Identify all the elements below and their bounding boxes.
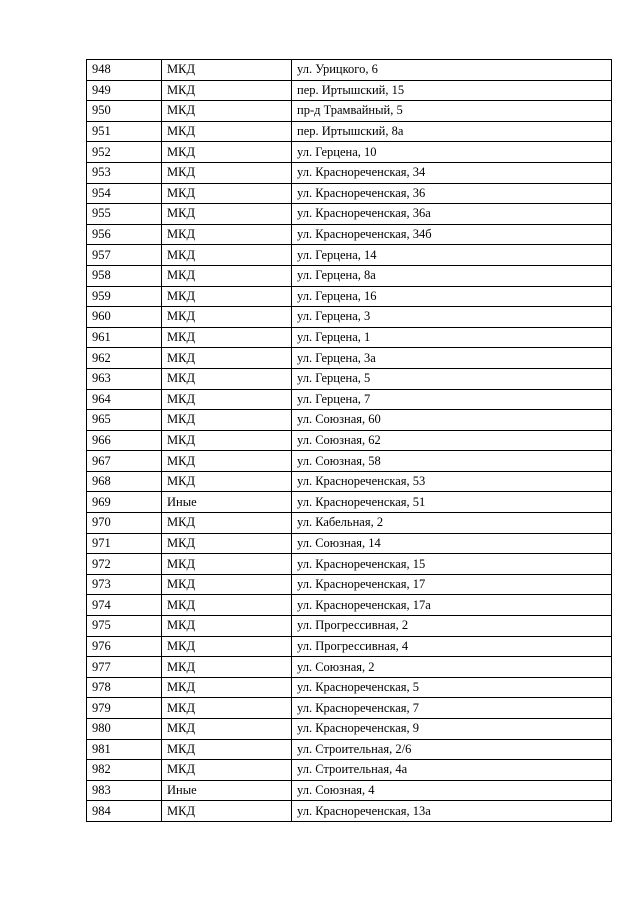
table-row <box>87 60 612 81</box>
table-row <box>87 719 612 740</box>
table-row <box>87 142 612 163</box>
table-row <box>87 698 612 719</box>
object-type-cell: МКД <box>162 533 292 554</box>
row-number-cell: 982 <box>87 760 162 781</box>
object-type-cell: МКД <box>162 471 292 492</box>
row-number-cell: 976 <box>87 636 162 657</box>
table-row <box>87 224 612 245</box>
object-type-cell: МКД <box>162 327 292 348</box>
object-type-cell: МКД <box>162 80 292 101</box>
address-cell: ул. Союзная, 14 <box>292 533 612 554</box>
object-type-cell: МКД <box>162 801 292 822</box>
table-row <box>87 245 612 266</box>
row-number-cell: 967 <box>87 451 162 472</box>
object-type-cell: МКД <box>162 245 292 266</box>
table-row <box>87 101 612 122</box>
address-cell: пр-д Трамвайный, 5 <box>292 101 612 122</box>
row-number-cell: 960 <box>87 307 162 328</box>
address-cell: ул. Герцена, 14 <box>292 245 612 266</box>
table-row <box>87 595 612 616</box>
table-row <box>87 183 612 204</box>
object-type-cell: МКД <box>162 739 292 760</box>
row-number-cell: 963 <box>87 368 162 389</box>
table-row <box>87 204 612 225</box>
object-type-cell: МКД <box>162 348 292 369</box>
address-cell: ул. Кабельная, 2 <box>292 513 612 534</box>
address-cell: ул. Герцена, 3 <box>292 307 612 328</box>
table-row <box>87 121 612 142</box>
row-number-cell: 968 <box>87 471 162 492</box>
row-number-cell: 952 <box>87 142 162 163</box>
object-type-cell: МКД <box>162 698 292 719</box>
row-number-cell: 948 <box>87 60 162 81</box>
row-number-cell: 969 <box>87 492 162 513</box>
address-cell: ул. Краснореченская, 34б <box>292 224 612 245</box>
row-number-cell: 979 <box>87 698 162 719</box>
object-type-cell: МКД <box>162 121 292 142</box>
object-type-cell: МКД <box>162 574 292 595</box>
row-number-cell: 955 <box>87 204 162 225</box>
table-row <box>87 471 612 492</box>
object-type-cell: МКД <box>162 616 292 637</box>
row-number-cell: 973 <box>87 574 162 595</box>
address-cell: ул. Краснореченская, 15 <box>292 554 612 575</box>
row-number-cell: 958 <box>87 265 162 286</box>
address-cell: ул. Краснореченская, 9 <box>292 719 612 740</box>
row-number-cell: 964 <box>87 389 162 410</box>
object-type-cell: МКД <box>162 410 292 431</box>
object-type-cell: МКД <box>162 162 292 183</box>
table-row <box>87 389 612 410</box>
object-type-cell: МКД <box>162 657 292 678</box>
object-type-cell: МКД <box>162 430 292 451</box>
table-row <box>87 492 612 513</box>
row-number-cell: 983 <box>87 780 162 801</box>
address-cell: ул. Герцена, 16 <box>292 286 612 307</box>
row-number-cell: 984 <box>87 801 162 822</box>
row-number-cell: 970 <box>87 513 162 534</box>
table-row <box>87 327 612 348</box>
row-number-cell: 972 <box>87 554 162 575</box>
address-cell: ул. Краснореченская, 5 <box>292 677 612 698</box>
object-type-cell: МКД <box>162 224 292 245</box>
object-type-cell: Иные <box>162 492 292 513</box>
address-cell: ул. Краснореченская, 7 <box>292 698 612 719</box>
address-cell: пер. Иртышский, 15 <box>292 80 612 101</box>
object-type-cell: МКД <box>162 204 292 225</box>
address-cell: ул. Герцена, 7 <box>292 389 612 410</box>
address-cell: ул. Краснореченская, 36а <box>292 204 612 225</box>
row-number-cell: 950 <box>87 101 162 122</box>
object-type-cell: МКД <box>162 101 292 122</box>
object-type-cell: МКД <box>162 389 292 410</box>
object-type-cell: МКД <box>162 760 292 781</box>
row-number-cell: 954 <box>87 183 162 204</box>
row-number-cell: 974 <box>87 595 162 616</box>
object-type-cell: МКД <box>162 636 292 657</box>
address-cell: ул. Краснореченская, 17 <box>292 574 612 595</box>
address-cell: пер. Иртышский, 8а <box>292 121 612 142</box>
address-cell: ул. Прогрессивная, 2 <box>292 616 612 637</box>
table-row <box>87 801 612 822</box>
row-number-cell: 959 <box>87 286 162 307</box>
row-number-cell: 965 <box>87 410 162 431</box>
object-type-cell: МКД <box>162 595 292 616</box>
table-row <box>87 616 612 637</box>
address-cell: ул. Союзная, 4 <box>292 780 612 801</box>
address-cell: ул. Краснореченская, 17а <box>292 595 612 616</box>
address-cell: ул. Прогрессивная, 4 <box>292 636 612 657</box>
row-number-cell: 978 <box>87 677 162 698</box>
table-row <box>87 554 612 575</box>
address-cell: ул. Краснореченская, 51 <box>292 492 612 513</box>
address-cell: ул. Герцена, 5 <box>292 368 612 389</box>
table-row <box>87 677 612 698</box>
table-row <box>87 574 612 595</box>
row-number-cell: 977 <box>87 657 162 678</box>
row-number-cell: 956 <box>87 224 162 245</box>
object-type-cell: МКД <box>162 60 292 81</box>
row-number-cell: 975 <box>87 616 162 637</box>
address-cell: ул. Герцена, 8а <box>292 265 612 286</box>
row-number-cell: 953 <box>87 162 162 183</box>
address-cell: ул. Урицкого, 6 <box>292 60 612 81</box>
table-row <box>87 513 612 534</box>
object-type-cell: МКД <box>162 286 292 307</box>
table-row <box>87 348 612 369</box>
address-cell: ул. Строительная, 2/6 <box>292 739 612 760</box>
address-cell: ул. Союзная, 2 <box>292 657 612 678</box>
table-row <box>87 307 612 328</box>
object-type-cell: МКД <box>162 183 292 204</box>
address-cell: ул. Герцена, 1 <box>292 327 612 348</box>
row-number-cell: 957 <box>87 245 162 266</box>
row-number-cell: 980 <box>87 719 162 740</box>
object-type-cell: Иные <box>162 780 292 801</box>
table-row <box>87 760 612 781</box>
address-cell: ул. Герцена, 10 <box>292 142 612 163</box>
object-type-cell: МКД <box>162 451 292 472</box>
row-number-cell: 966 <box>87 430 162 451</box>
table-row <box>87 780 612 801</box>
object-type-cell: МКД <box>162 677 292 698</box>
address-cell: ул. Краснореченская, 34 <box>292 162 612 183</box>
object-type-cell: МКД <box>162 554 292 575</box>
address-cell: ул. Союзная, 58 <box>292 451 612 472</box>
object-type-cell: МКД <box>162 142 292 163</box>
row-number-cell: 962 <box>87 348 162 369</box>
table-row <box>87 739 612 760</box>
row-number-cell: 951 <box>87 121 162 142</box>
row-number-cell: 981 <box>87 739 162 760</box>
table-row <box>87 533 612 554</box>
address-cell: ул. Краснореченская, 13а <box>292 801 612 822</box>
table-row <box>87 286 612 307</box>
table-row <box>87 368 612 389</box>
row-number-cell: 961 <box>87 327 162 348</box>
table-body <box>87 60 612 822</box>
address-cell: ул. Союзная, 60 <box>292 410 612 431</box>
object-type-cell: МКД <box>162 368 292 389</box>
address-cell: ул. Строительная, 4а <box>292 760 612 781</box>
table-row <box>87 636 612 657</box>
table-row <box>87 657 612 678</box>
table-row <box>87 80 612 101</box>
object-type-cell: МКД <box>162 265 292 286</box>
table-row <box>87 162 612 183</box>
object-type-cell: МКД <box>162 307 292 328</box>
address-cell: ул. Краснореченская, 53 <box>292 471 612 492</box>
address-cell: ул. Краснореченская, 36 <box>292 183 612 204</box>
row-number-cell: 971 <box>87 533 162 554</box>
address-cell: ул. Герцена, 3а <box>292 348 612 369</box>
table-row <box>87 451 612 472</box>
address-cell: ул. Союзная, 62 <box>292 430 612 451</box>
object-type-cell: МКД <box>162 513 292 534</box>
table-row <box>87 265 612 286</box>
table-row <box>87 410 612 431</box>
object-type-cell: МКД <box>162 719 292 740</box>
address-register-table <box>86 59 612 822</box>
table-row <box>87 430 612 451</box>
row-number-cell: 949 <box>87 80 162 101</box>
